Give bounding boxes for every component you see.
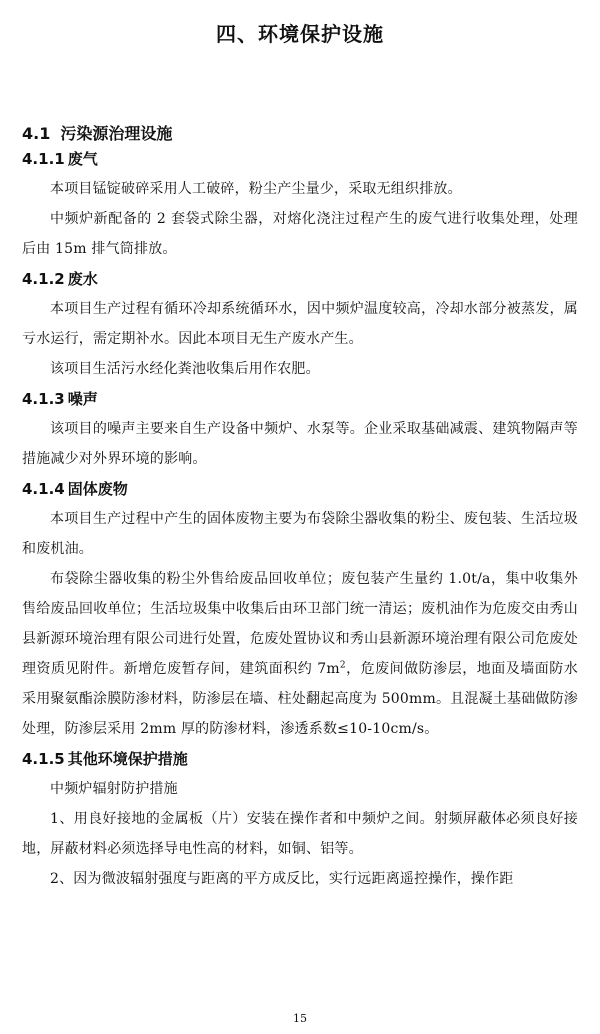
subsection-number: 4.1.3 [22, 390, 65, 408]
subsection-title: 其他环境保护措施 [67, 750, 188, 768]
subsection-heading-4-1-5 [22, 744, 578, 774]
page-number: 15 [293, 1012, 307, 1025]
paragraph-text: 布袋除尘器收集的粉尘外售给废品回收单位；废包装产生量约 1.0t/a，集中收集外售给废品回收单位；生活垃圾集中收集后由环卫部门统一清运；废机油作为危废交由秀山县新源环境治理有限公司进行处置，危废处置协议和秀山县新源环境治理有限公司危废处理资质见附件。新增危废暂存间，建筑面积约 7m [22, 571, 578, 677]
section-number: 4.1 [22, 124, 51, 143]
document-page [0, 18, 600, 1034]
paragraph: 1、用良好接地的金属板（片）安装在操作者和中频炉之间。射频屏蔽体必须良好接地，屏蔽材料必须选择导电性高的材料，如铜、铝等。 [22, 811, 578, 857]
paragraph: 2、因为微波辐射强度与距离的平方成反比，实行远距离遥控操作，操作距 [50, 871, 514, 887]
subsection-heading-4-1-2 [22, 264, 578, 294]
subsection-number: 4.1.2 [22, 270, 65, 288]
subsection-number: 4.1.5 [22, 750, 65, 768]
paragraph: 该项目生活污水经化粪池收集后用作农肥。 [50, 361, 320, 377]
paragraph-text: ，危废间做防渗层，地面及墙面防水采用聚氨酯涂膜防渗材料，防渗层在墙、柱处翻起高度为 500mm。且混凝土基础做防渗处理，防渗层采用 2mm 厚的防渗材料，渗透系数≤10-10cm/s。 [22, 661, 579, 737]
section-heading [22, 121, 578, 144]
paragraph: 本项目生产过程有循环冷却系统循环水，因中频炉温度较高，冷却水部分被蒸发，属亏水运行，需定期补水。因此本项目无生产废水产生。 [22, 301, 578, 347]
paragraph: 中频炉辐射防护措施 [50, 781, 178, 797]
paragraph-hazardous-waste [22, 564, 578, 744]
paragraph: 本项目锰锭破碎采用人工破碎，粉尘产尘量少，采取无组织排放。 [50, 181, 462, 197]
section-title: 污染源治理设施 [60, 124, 173, 143]
paragraph: 本项目生产过程中产生的固体废物主要为布袋除尘器收集的粉尘、废包装、生活垃圾和废机油。 [22, 511, 578, 557]
superscript: 2 [339, 660, 346, 671]
subsection-title: 噪声 [67, 390, 98, 408]
subsection-title: 废水 [67, 270, 98, 288]
paragraph: 中频炉新配备的 2 套袋式除尘器，对熔化浇注过程产生的废气进行收集处理，处理后由 15m 排气筒排放。 [22, 211, 578, 257]
subsection-number: 4.1.1 [22, 150, 65, 168]
subsection-title: 固体废物 [67, 480, 128, 498]
subsection-title: 废气 [67, 150, 98, 168]
subsection-heading-4-1-1 [22, 144, 578, 174]
subsection-heading-4-1-4 [22, 474, 578, 504]
subsection-number: 4.1.4 [22, 480, 65, 498]
chapter-title: 四、环境保护设施 [216, 22, 384, 46]
subsection-heading-4-1-3 [22, 384, 578, 414]
paragraph: 该项目的噪声主要来自生产设备中频炉、水泵等。企业采取基础减震、建筑物隔声等措施减少对外界环境的影响。 [22, 421, 578, 467]
